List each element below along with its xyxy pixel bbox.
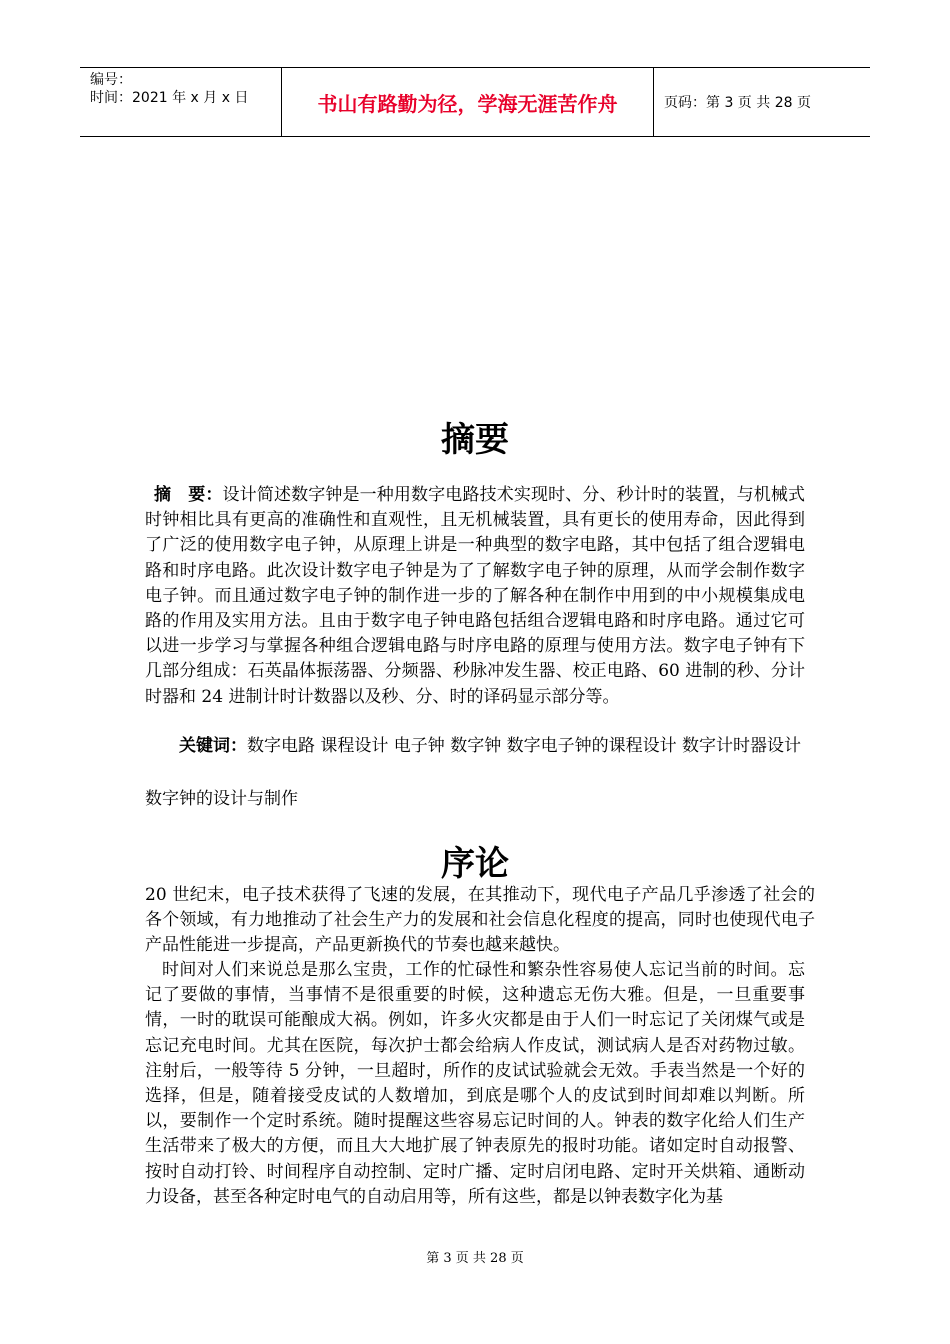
page-header bbox=[80, 67, 870, 137]
keywords-text: 数字电路 课程设计 电子钟 数字钟 数字电子钟的课程设计 数字计时器设计 bbox=[247, 736, 802, 756]
abstract-text: 设计简述数字钟是一种用数字电路技术实现时、分、秒计时的装置，与机械式时钟相比具有更高的准确性和直观性，且无机械装置，具有更长的使用寿命，因此得到了广泛的使用数字电子钟，从原理上讲是一种典型的数字电路，其中包括了组合逻辑电路和时序电路。此次设计数字电子钟是为了了解数字电子钟的原理，从而学会制作数字电子钟。而且通过数字电子钟的制作进一步的了解各种在制作中用到的中小规模集成电路的作用及实用方法。且由于数字电子钟电路包括组合逻辑电路和时序电路。通过它可以进一步学习与掌握各种组合逻辑电路与时序电路的原理与使用方法。数字电子钟有下几部分组成：石英晶体振荡器、分频器、秒脉冲发生器、校正电路、60 进制的秒、分计时器和 24 进制计时计数器以及秒、分、时的译码显示部分等。 bbox=[145, 485, 806, 707]
document-title-line: 数字钟的设计与制作 bbox=[145, 789, 298, 809]
abstract-label: 摘 要： bbox=[154, 485, 223, 505]
header-motto: 书山有路勤为径，学海无涯苦作舟 bbox=[282, 68, 654, 136]
page-footer: 第 3 页 共 28 页 bbox=[426, 1251, 524, 1266]
intro-paragraph-1: 20 世纪末，电子技术获得了飞速的发展，在其推动下，现代电子产品几乎渗透了社会的各个领域，有力地推动了社会生产力的发展和社会信息化程度的提高，同时也使现代电子产品性能进一步提高，产品更新换代的节奏也越来越快。 bbox=[145, 885, 815, 956]
keywords-label: 关键词： bbox=[179, 736, 247, 756]
header-left-cell bbox=[80, 68, 282, 136]
intro-paragraph-2: 时间对人们来说总是那么宝贵，工作的忙碌性和繁杂性容易使人忘记当前的时间。忘记了要做的事情，当事情不是很重要的时候，这种遗忘无伤大雅。但是，一旦重要事情，一时的耽误可能酿成大祸。例如，许多火灾都是由于人们一时忘记了关闭煤气或是忘记充电时间。尤其在医院，每次护士都会给病人作皮试，测试病人是否对药物过敏。注射后，一般等待 5 分钟，一旦超时，所作的皮试试验就会无效。手表当然是一个好的选择，但是，随着接受皮试的人数增加，到底是哪个人的皮试到时间却难以判断。所以，要制作一个定时系统。随时提醒这些容易忘记时间的人。钟表的数字化给人们生产生活带来了极大的方便，而且大大地扩展了钟表原先的报时功能。诸如定时自动报警、按时自动打铃、时间程序自动控制、定时广播、定时启闭电路、定时开关烘箱、通断动力设备，甚至各种定时电气的自动启用等，所有这些，都是以钟表数字化为基 bbox=[145, 960, 805, 1207]
document-date: 时间：2021 年 x 月 x 日 bbox=[90, 90, 249, 106]
abstract-paragraph bbox=[145, 483, 805, 710]
keywords-paragraph bbox=[145, 734, 805, 759]
intro-heading: 序论 bbox=[441, 844, 509, 884]
document-number-label: 编号： bbox=[90, 72, 132, 88]
abstract-heading: 摘要 bbox=[441, 420, 509, 460]
header-page-info: 页码：第 3 页 共 28 页 bbox=[664, 95, 811, 111]
